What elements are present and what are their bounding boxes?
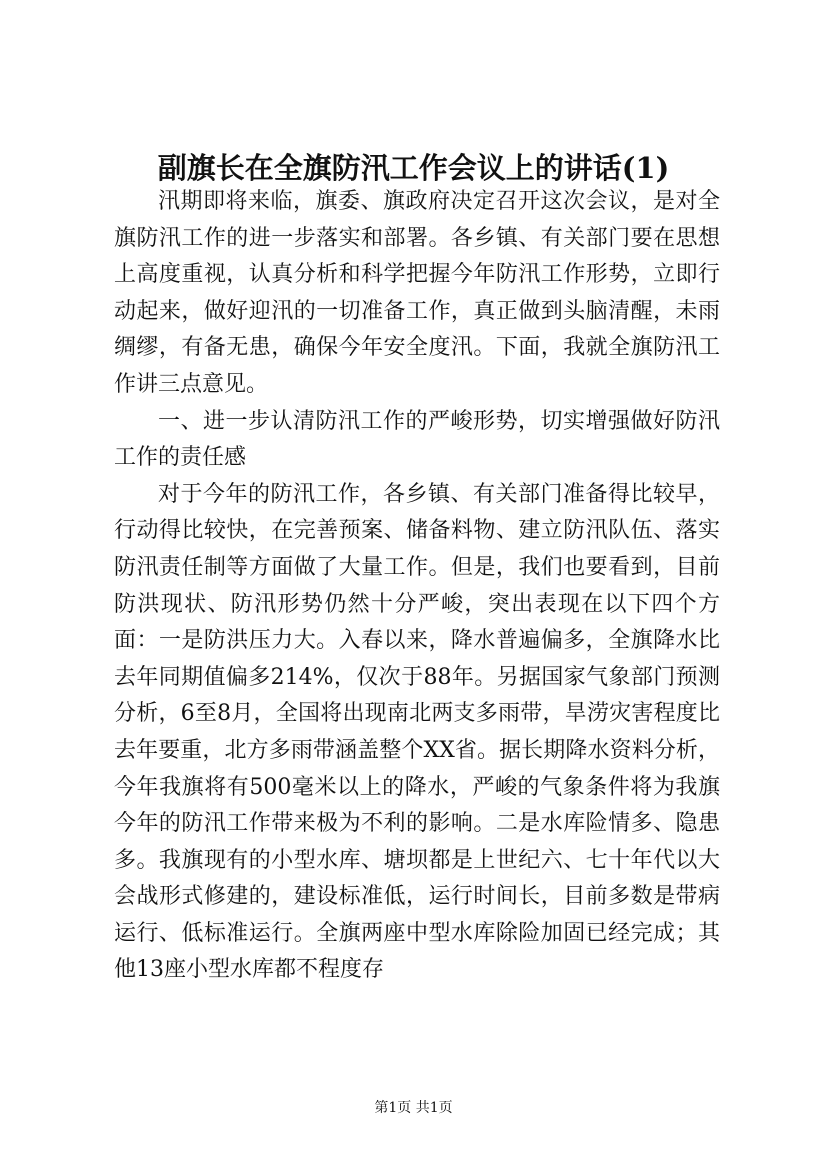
- document-body: [114, 184, 720, 989]
- paragraph-body: 对于今年的防汛工作，各乡镇、有关部门准备得比较早，行动得比较快，在完善预案、储备料物、建立防汛队伍、落实防汛责任制等方面做了大量工作。但是，我们也要看到，目前防洪现状、防汛形势仍然十分严峻，突出表现在以下四个方面：一是防洪压力大。入春以来，降水普遍偏多，全旗降水比去年同期值偏多214%，仅次于88年。另据国家气象部门预测分析，6至8月，全国将出现南北两支多雨带，旱涝灾害程度比去年要重，北方多雨带涵盖整个XX省。据长期降水资料分析，今年我旗将有500毫米以上的降水，严峻的气象条件将为我旗今年的防汛工作带来极为不利的影响。二是水库险情多、隐患多。我旗现有的小型水库、塘坝都是上世纪六、七十年代以大会战形式修建的，建设标准低，运行时间长，目前多数是带病运行、低标准运行。全旗两座中型水库除险加固已经完成；其他13座小型水库都不程度存: [114, 481, 720, 983]
- paragraph-intro: 汛期即将来临，旗委、旗政府决定召开这次会议，是对全旗防汛工作的进一步落实和部署。各乡镇、有关部门要在思想上高度重视，认真分析和科学把握今年防汛工作形势，立即行动起来，做好迎汛的一切准备工作，真正做到头脑清醒，未雨绸缪，有备无患，确保今年安全度汛。下面，我就全旗防汛工作讲三点意见。: [114, 189, 720, 397]
- document-title: 副旗长在全旗防汛工作会议上的讲话(1): [157, 151, 670, 185]
- page-footer: 第1页 共1页: [374, 1100, 453, 1116]
- paragraph-section-heading: 一、进一步认清防汛工作的严峻形势，切实增强做好防汛工作的责任感: [114, 408, 720, 471]
